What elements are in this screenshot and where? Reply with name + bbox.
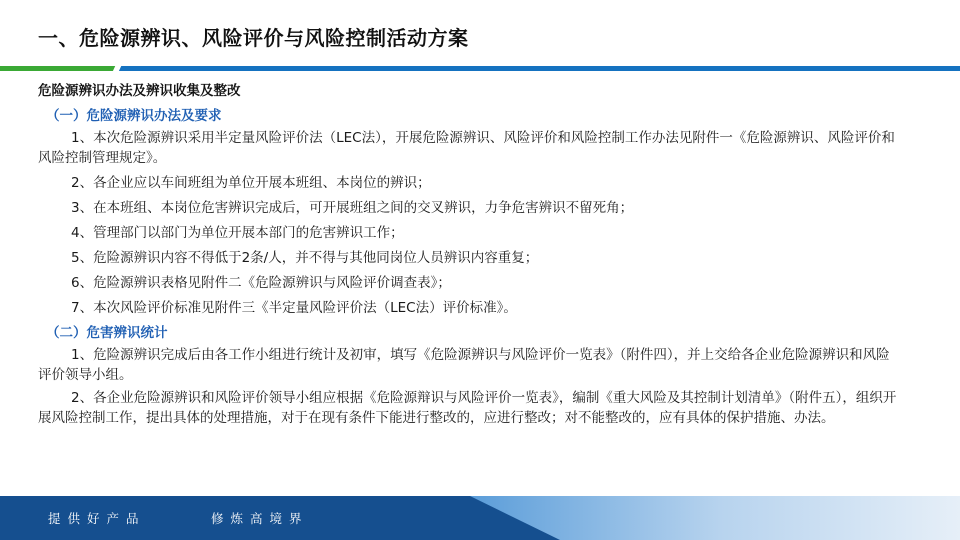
footer-slogan-left: 提供好产品 [48,511,146,526]
paragraph-method-1: 1、本次危险源辨识采用半定量风险评价法（LEC法），开展危险源辨识、风险评价和风险控制工作办法见附件一《危险源辨识、风险评价和风险控制管理规定》。 [38,130,895,166]
paragraph-method-2: 2、各企业应以车间班组为单位开展本班组、本岗位的辨识； [71,175,431,191]
paragraph-statistics-1: 1、危险源辨识完成后由各工作小组进行统计及初审，填写《危险源辨识与风险评价一览表》（附件四），并上交给各企业危险源辨识和风险评价领导小组。 [38,347,890,383]
paragraph-statistics-2: 2、各企业危险源辨识和风险评价领导小组应根据《危险源辩识与风险评价一览表》，编制《重大风险及其控制计划清单》（附件五），组织开展风险控制工作，提出具体的处理措施，对于在现有条件下能进行整改的，应进行整改；对不能整改的，应有具体的保护措施、办法。 [38,390,897,426]
paragraph-method-5: 5、危险源辨识内容不得低于2条/人，并不得与其他同岗位人员辨识内容重复； [71,250,539,266]
subsection-title-methods: （一）危险源辨识办法及要求 [46,108,222,124]
paragraph-method-6: 6、危险源辨识表格见附件二《危险源辨识与风险评价调查表》； [71,275,451,291]
header-divider-green [0,66,118,71]
paragraph-method-7: 7、本次风险评价标准见附件三《半定量风险评价法（LEC法）评价标准》。 [71,300,517,316]
content-area [38,81,902,431]
subsection-title-statistics: （二）危害辨识统计 [46,325,168,341]
page-title: 一、危险源辨识、风险评价与风险控制活动方案 [38,26,469,50]
paragraph-method-4: 4、管理部门以部门为单位开展本部门的危害辨识工作； [71,225,404,241]
header-divider-blue [118,66,960,71]
paragraph-method-3: 3、在本班组、本岗位危害辨识完成后，可开展班组之间的交叉辨识，力争危害辨识不留死角； [71,200,634,216]
section-title: 危险源辨识办法及辨识收集及整改 [38,83,241,99]
footer-slogan-right: 修炼高境界 [211,511,309,526]
